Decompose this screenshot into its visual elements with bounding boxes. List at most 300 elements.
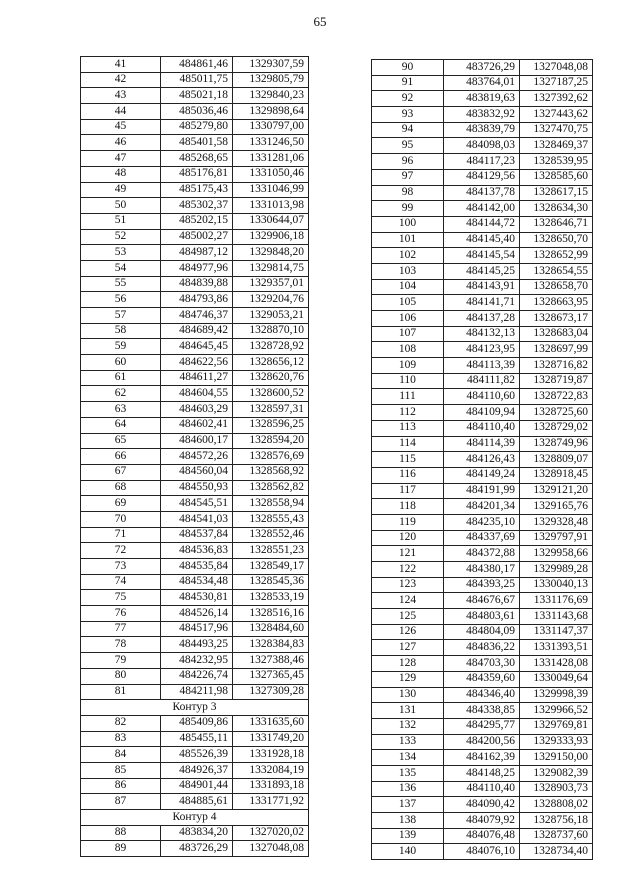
y-coordinate-cell: 1328585,60 [520,169,593,185]
x-coordinate-cell: 484123,95 [444,342,520,358]
x-coordinate-cell: 484346,40 [444,687,520,703]
table-row [81,778,309,794]
point-number-cell: 107 [372,326,444,342]
x-coordinate-cell: 485175,43 [161,182,233,198]
point-number-cell: 74 [81,574,161,590]
y-coordinate-cell: 1328737,60 [520,828,593,844]
x-coordinate-cell: 485279,80 [161,119,233,135]
point-number-cell: 95 [372,138,444,154]
table-row [81,606,309,622]
table-row [372,373,593,389]
y-coordinate-cell: 1329328,48 [520,514,593,530]
y-coordinate-cell: 1329989,28 [520,562,593,578]
contour-label: Контур 3 [81,700,309,716]
y-coordinate-cell: 1331393,51 [520,640,593,656]
table-row [372,624,593,640]
table-row [372,687,593,703]
x-coordinate-cell: 484338,85 [444,703,520,719]
table-row [372,765,593,781]
y-coordinate-cell: 1328656,12 [233,355,309,371]
y-coordinate-cell: 1328729,02 [520,420,593,436]
x-coordinate-cell: 484098,03 [444,138,520,154]
point-number-cell: 104 [372,279,444,295]
point-number-cell: 131 [372,703,444,719]
table-row [81,747,309,763]
table-row [372,562,593,578]
table-row [372,420,593,436]
point-number-cell: 133 [372,734,444,750]
y-coordinate-cell: 1329333,93 [520,734,593,750]
y-coordinate-cell: 1329814,75 [233,260,309,276]
table-row [372,640,593,656]
x-coordinate-cell: 484129,56 [444,169,520,185]
table-row [372,734,593,750]
y-coordinate-cell: 1328725,60 [520,405,593,421]
y-coordinate-cell: 1329121,20 [520,483,593,499]
y-coordinate-cell: 1328533,19 [233,590,309,606]
point-number-cell: 123 [372,577,444,593]
table-row [372,295,593,311]
y-coordinate-cell: 1331635,60 [233,715,309,731]
y-coordinate-cell: 1328809,07 [520,452,593,468]
x-coordinate-cell: 484141,71 [444,295,520,311]
table-row [81,323,309,339]
table-row [372,499,593,515]
x-coordinate-cell: 484839,88 [161,276,233,292]
x-coordinate-cell: 484526,14 [161,606,233,622]
x-coordinate-cell: 485401,58 [161,135,233,151]
y-coordinate-cell: 1329998,39 [520,687,593,703]
y-coordinate-cell: 1327388,46 [233,653,309,669]
point-number-cell: 81 [81,684,161,700]
point-number-cell: 57 [81,308,161,324]
table-row [81,527,309,543]
y-coordinate-cell: 1328620,76 [233,370,309,386]
point-number-cell: 132 [372,718,444,734]
y-coordinate-cell: 1329797,91 [520,530,593,546]
x-coordinate-cell: 485526,39 [161,747,233,763]
x-coordinate-cell: 484572,26 [161,449,233,465]
x-coordinate-cell: 484110,40 [444,781,520,797]
y-coordinate-cell: 1331147,37 [520,624,593,640]
table-row [372,154,593,170]
point-number-cell: 89 [81,841,161,857]
table-row [81,72,309,88]
x-coordinate-cell: 484226,74 [161,668,233,684]
y-coordinate-cell: 1329966,52 [520,703,593,719]
point-number-cell: 124 [372,593,444,609]
table-row [81,433,309,449]
x-coordinate-cell: 484600,17 [161,433,233,449]
table-row [372,405,593,421]
y-coordinate-cell: 1328697,99 [520,342,593,358]
table-row [81,308,309,324]
table-row [81,794,309,810]
y-coordinate-cell: 1327309,28 [233,684,309,700]
y-coordinate-cell: 1328650,70 [520,232,593,248]
y-coordinate-cell: 1328549,17 [233,559,309,575]
point-number-cell: 52 [81,229,161,245]
y-coordinate-cell: 1328469,37 [520,138,593,154]
x-coordinate-cell: 483726,29 [161,841,233,857]
table-row [372,436,593,452]
point-number-cell: 71 [81,527,161,543]
point-number-cell: 108 [372,342,444,358]
x-coordinate-cell: 484211,98 [161,684,233,700]
x-coordinate-cell: 484793,86 [161,292,233,308]
y-coordinate-cell: 1327048,08 [233,841,309,857]
table-row [372,530,593,546]
point-number-cell: 48 [81,166,161,182]
y-coordinate-cell: 1328756,18 [520,813,593,829]
y-coordinate-cell: 1331928,18 [233,747,309,763]
y-coordinate-cell: 1328600,52 [233,386,309,402]
table-row [372,781,593,797]
x-coordinate-cell: 483834,20 [161,825,233,841]
y-coordinate-cell: 1331281,06 [233,151,309,167]
y-coordinate-cell: 1328562,82 [233,480,309,496]
x-coordinate-cell: 484191,99 [444,483,520,499]
point-number-cell: 111 [372,389,444,405]
table-row [372,797,593,813]
point-number-cell: 55 [81,276,161,292]
y-coordinate-cell: 1328568,92 [233,464,309,480]
point-number-cell: 130 [372,687,444,703]
point-number-cell: 140 [372,844,444,860]
table-row [81,417,309,433]
y-coordinate-cell: 1329165,76 [520,499,593,515]
y-coordinate-cell: 1331050,46 [233,166,309,182]
y-coordinate-cell: 1330797,00 [233,119,309,135]
x-coordinate-cell: 484117,23 [444,154,520,170]
y-coordinate-cell: 1328870,10 [233,323,309,339]
x-coordinate-cell: 484560,04 [161,464,233,480]
y-coordinate-cell: 1328652,99 [520,248,593,264]
x-coordinate-cell: 484111,82 [444,373,520,389]
point-number-cell: 56 [81,292,161,308]
table-row [372,609,593,625]
table-row [372,107,593,123]
point-number-cell: 50 [81,198,161,214]
x-coordinate-cell: 484987,12 [161,245,233,261]
table-row [81,653,309,669]
y-coordinate-cell: 1327443,62 [520,107,593,123]
table-row [81,88,309,104]
x-coordinate-cell: 484836,22 [444,640,520,656]
point-number-cell: 67 [81,464,161,480]
y-coordinate-cell: 1328654,55 [520,263,593,279]
y-coordinate-cell: 1328384,83 [233,637,309,653]
point-number-cell: 114 [372,436,444,452]
point-number-cell: 137 [372,797,444,813]
x-coordinate-cell: 485176,81 [161,166,233,182]
point-number-cell: 119 [372,514,444,530]
x-coordinate-cell: 484137,28 [444,311,520,327]
point-number-cell: 96 [372,154,444,170]
point-number-cell: 44 [81,104,161,120]
table-row [372,718,593,734]
table-row [81,496,309,512]
point-number-cell: 94 [372,122,444,138]
y-coordinate-cell: 1329053,21 [233,308,309,324]
x-coordinate-cell: 484162,39 [444,750,520,766]
x-coordinate-cell: 484602,41 [161,417,233,433]
point-number-cell: 51 [81,213,161,229]
y-coordinate-cell: 1331246,50 [233,135,309,151]
x-coordinate-cell: 485302,37 [161,198,233,214]
point-number-cell: 41 [81,57,161,73]
y-coordinate-cell: 1329204,76 [233,292,309,308]
table-row [81,715,309,731]
x-coordinate-cell: 484235,10 [444,514,520,530]
point-number-cell: 87 [81,794,161,810]
table-row [372,703,593,719]
y-coordinate-cell: 1331893,18 [233,778,309,794]
x-coordinate-cell: 485409,86 [161,715,233,731]
x-coordinate-cell: 484113,39 [444,358,520,374]
point-number-cell: 118 [372,499,444,515]
y-coordinate-cell: 1328551,23 [233,543,309,559]
y-coordinate-cell: 1331428,08 [520,656,593,672]
table-row [372,311,593,327]
point-number-cell: 139 [372,828,444,844]
table-row [372,546,593,562]
table-row [81,480,309,496]
x-coordinate-cell: 484535,84 [161,559,233,575]
point-number-cell: 43 [81,88,161,104]
x-coordinate-cell: 484550,93 [161,480,233,496]
x-coordinate-cell: 484126,43 [444,452,520,468]
y-coordinate-cell: 1328484,60 [233,621,309,637]
x-coordinate-cell: 484885,61 [161,794,233,810]
table-row [372,671,593,687]
x-coordinate-cell: 484109,94 [444,405,520,421]
point-number-cell: 47 [81,151,161,167]
point-number-cell: 110 [372,373,444,389]
y-coordinate-cell: 1328683,04 [520,326,593,342]
point-number-cell: 103 [372,263,444,279]
x-coordinate-cell: 483839,79 [444,122,520,138]
table-row [81,276,309,292]
point-number-cell: 65 [81,433,161,449]
x-coordinate-cell: 483819,63 [444,91,520,107]
x-coordinate-cell: 484145,40 [444,232,520,248]
y-coordinate-cell: 1327020,02 [233,825,309,841]
x-coordinate-cell: 484142,00 [444,201,520,217]
x-coordinate-cell: 485268,65 [161,151,233,167]
y-coordinate-cell: 1328597,31 [233,402,309,418]
table-row [372,828,593,844]
x-coordinate-cell: 485021,18 [161,88,233,104]
point-number-cell: 45 [81,119,161,135]
point-number-cell: 62 [81,386,161,402]
table-row [81,511,309,527]
table-row [81,402,309,418]
x-coordinate-cell: 483832,92 [444,107,520,123]
point-number-cell: 105 [372,295,444,311]
table-row [81,104,309,120]
point-number-cell: 113 [372,420,444,436]
point-number-cell: 60 [81,355,161,371]
point-number-cell: 134 [372,750,444,766]
table-row [81,260,309,276]
point-number-cell: 126 [372,624,444,640]
point-number-cell: 98 [372,185,444,201]
table-row [372,844,593,860]
table-row [372,656,593,672]
x-coordinate-cell: 484144,72 [444,216,520,232]
point-number-cell: 79 [81,653,161,669]
y-coordinate-cell: 1328722,83 [520,389,593,405]
y-coordinate-cell: 1329805,79 [233,72,309,88]
table-row [81,449,309,465]
table-row [372,201,593,217]
y-coordinate-cell: 1329958,66 [520,546,593,562]
point-number-cell: 135 [372,765,444,781]
point-number-cell: 64 [81,417,161,433]
point-number-cell: 92 [372,91,444,107]
x-coordinate-cell: 484110,40 [444,420,520,436]
y-coordinate-cell: 1327392,62 [520,91,593,107]
point-number-cell: 63 [81,402,161,418]
table-row [372,169,593,185]
point-number-cell: 106 [372,311,444,327]
page-number: 65 [313,14,327,29]
point-number-cell: 84 [81,747,161,763]
y-coordinate-cell: 1328634,30 [520,201,593,217]
x-coordinate-cell: 484676,67 [444,593,520,609]
point-number-cell: 75 [81,590,161,606]
point-number-cell: 115 [372,452,444,468]
x-coordinate-cell: 484901,44 [161,778,233,794]
table-row [372,216,593,232]
x-coordinate-cell: 485036,46 [161,104,233,120]
y-coordinate-cell: 1328617,15 [520,185,593,201]
y-coordinate-cell: 1331771,92 [233,794,309,810]
y-coordinate-cell: 1328594,20 [233,433,309,449]
table-row [372,358,593,374]
x-coordinate-cell: 484493,25 [161,637,233,653]
point-number-cell: 66 [81,449,161,465]
point-number-cell: 68 [81,480,161,496]
x-coordinate-cell: 483764,01 [444,75,520,91]
table-row [372,122,593,138]
y-coordinate-cell: 1328903,73 [520,781,593,797]
point-number-cell: 122 [372,562,444,578]
y-coordinate-cell: 1328545,36 [233,574,309,590]
y-coordinate-cell: 1328539,95 [520,154,593,170]
y-coordinate-cell: 1331749,20 [233,731,309,747]
contour-label: Контур 4 [81,810,309,826]
x-coordinate-cell: 484337,69 [444,530,520,546]
table-row [81,590,309,606]
coordinates-table-right [371,59,593,860]
x-coordinate-cell: 484200,56 [444,734,520,750]
y-coordinate-cell: 1327365,45 [233,668,309,684]
point-number-cell: 97 [372,169,444,185]
x-coordinate-cell: 484746,37 [161,308,233,324]
y-coordinate-cell: 1329307,59 [233,57,309,73]
table-row [81,762,309,778]
table-row [372,483,593,499]
point-number-cell: 42 [81,72,161,88]
point-number-cell: 77 [81,621,161,637]
point-number-cell: 93 [372,107,444,123]
point-number-cell: 80 [81,668,161,684]
contour-header-row [81,810,309,826]
table-row [372,60,593,76]
table-row [81,245,309,261]
point-number-cell: 116 [372,467,444,483]
table-row [81,57,309,73]
table-row [372,248,593,264]
point-number-cell: 49 [81,182,161,198]
point-number-cell: 46 [81,135,161,151]
y-coordinate-cell: 1330040,13 [520,577,593,593]
x-coordinate-cell: 484977,96 [161,260,233,276]
table-row [372,232,593,248]
point-number-cell: 86 [81,778,161,794]
y-coordinate-cell: 1330644,07 [233,213,309,229]
point-number-cell: 101 [372,232,444,248]
y-coordinate-cell: 1328552,46 [233,527,309,543]
table-row [81,213,309,229]
point-number-cell: 78 [81,637,161,653]
x-coordinate-cell: 484611,27 [161,370,233,386]
y-coordinate-cell: 1328558,94 [233,496,309,512]
y-coordinate-cell: 1331176,69 [520,593,593,609]
x-coordinate-cell: 484689,42 [161,323,233,339]
x-coordinate-cell: 484359,60 [444,671,520,687]
point-number-cell: 125 [372,609,444,625]
point-number-cell: 136 [372,781,444,797]
y-coordinate-cell: 1328673,17 [520,311,593,327]
x-coordinate-cell: 484541,03 [161,511,233,527]
y-coordinate-cell: 1328728,92 [233,339,309,355]
x-coordinate-cell: 485011,75 [161,72,233,88]
table-row [372,326,593,342]
x-coordinate-cell: 484137,78 [444,185,520,201]
point-number-cell: 138 [372,813,444,829]
y-coordinate-cell: 1328555,43 [233,511,309,527]
x-coordinate-cell: 484926,37 [161,762,233,778]
x-coordinate-cell: 484534,48 [161,574,233,590]
y-coordinate-cell: 1329150,00 [520,750,593,766]
x-coordinate-cell: 484114,39 [444,436,520,452]
table-row [81,386,309,402]
table-row [81,825,309,841]
table-row [81,841,309,857]
table-row [81,621,309,637]
point-number-cell: 91 [372,75,444,91]
point-number-cell: 129 [372,671,444,687]
table-row [372,138,593,154]
point-number-cell: 88 [81,825,161,841]
x-coordinate-cell: 483726,29 [444,60,520,76]
table-row [372,750,593,766]
x-coordinate-cell: 484148,25 [444,765,520,781]
y-coordinate-cell: 1327048,08 [520,60,593,76]
point-number-cell: 83 [81,731,161,747]
x-coordinate-cell: 484076,10 [444,844,520,860]
table-row [372,577,593,593]
table-row [81,637,309,653]
x-coordinate-cell: 484622,56 [161,355,233,371]
point-number-cell: 61 [81,370,161,386]
x-coordinate-cell: 484603,29 [161,402,233,418]
point-number-cell: 54 [81,260,161,276]
y-coordinate-cell: 1329840,23 [233,88,309,104]
